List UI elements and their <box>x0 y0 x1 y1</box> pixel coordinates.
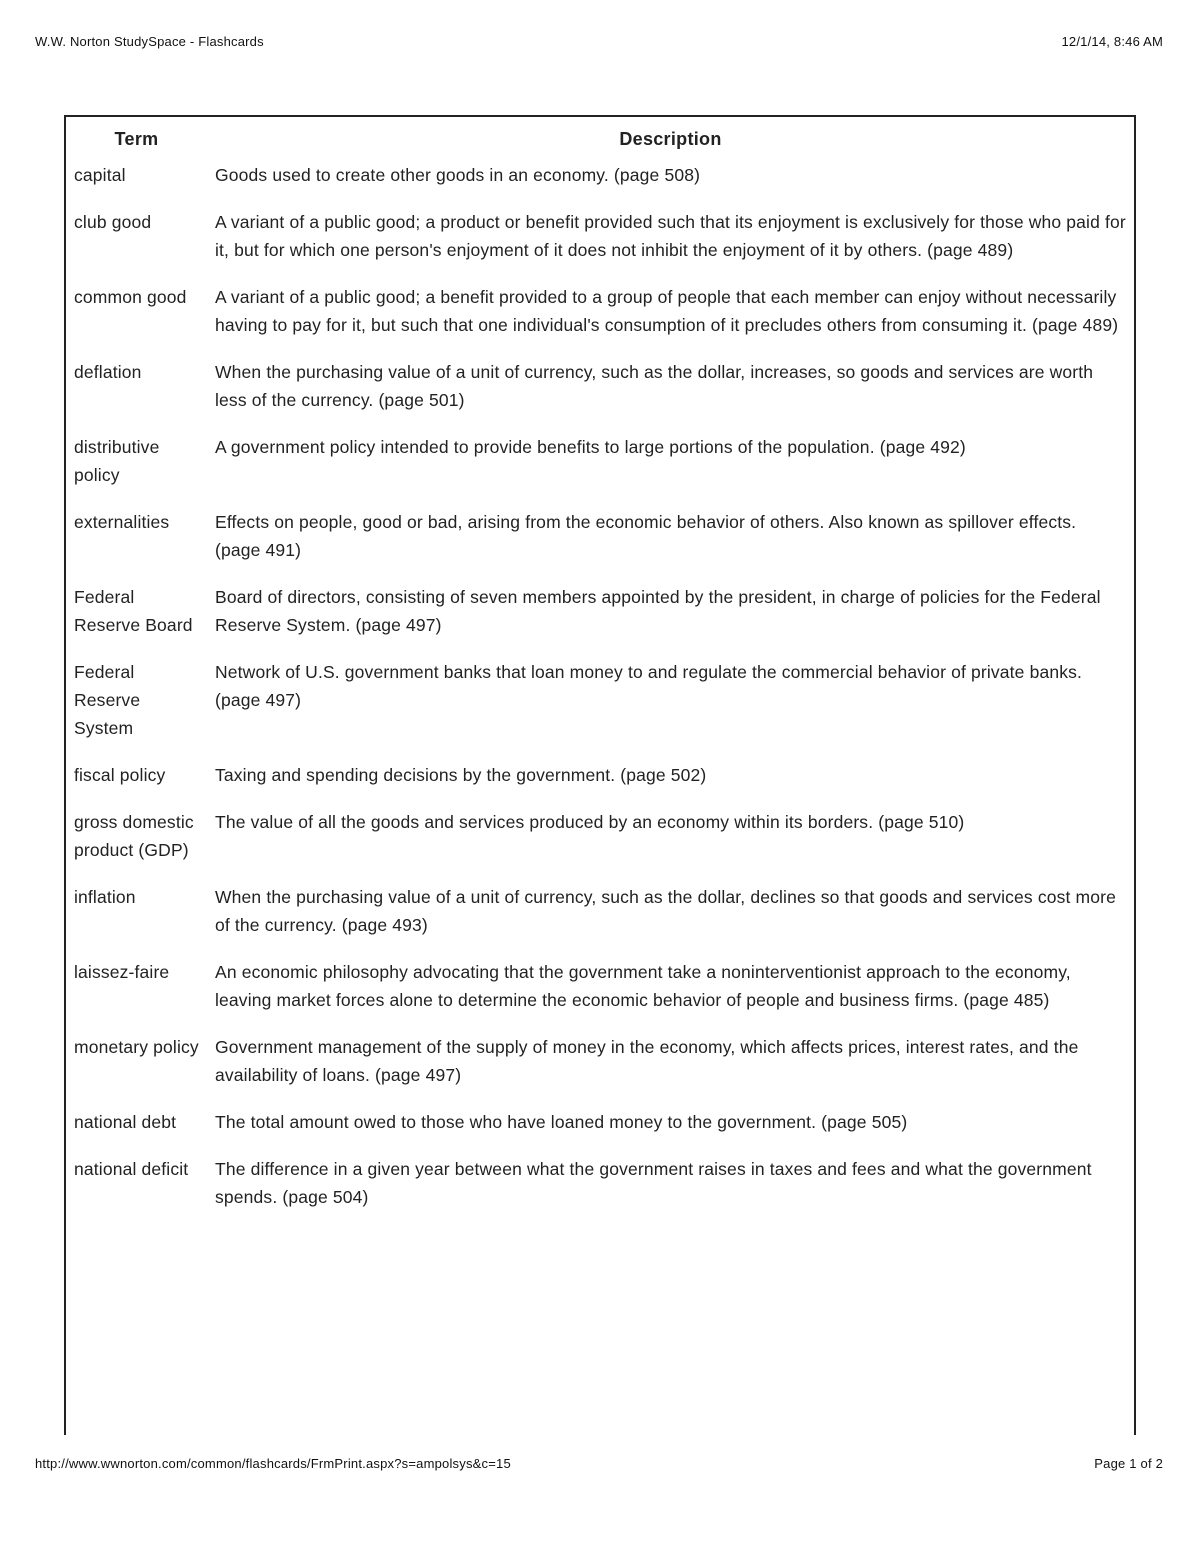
description-cell: A variant of a public good; a product or benefit provided such that its enjoyment is exclusively for those who paid for it, but for which one person's enjoyment of it does not inhibit the enjoyment of it by others. (page 489) <box>215 212 1126 260</box>
term-cell: Federal Reserve Board <box>74 587 193 635</box>
description-cell: Board of directors, consisting of seven members appointed by the president, in charge of policies for the Federal Reserve System. (page 497) <box>215 587 1101 635</box>
table-row <box>66 508 1134 583</box>
flashcard-table-frame <box>64 115 1136 1435</box>
description-cell: The total amount owed to those who have loaned money to the government. (page 505) <box>215 1112 908 1132</box>
page-url: http://www.wwnorton.com/common/flashcards/FrmPrint.aspx?s=ampolsys&c=15 <box>35 1456 511 1471</box>
description-cell: The difference in a given year between what the government raises in taxes and fees and what the government spends. (page 504) <box>215 1159 1092 1207</box>
print-footer <box>35 1456 1163 1471</box>
term-cell: capital <box>74 165 126 185</box>
description-cell: Taxing and spending decisions by the government. (page 502) <box>215 765 707 785</box>
term-cell: inflation <box>74 887 136 907</box>
page-number: Page 1 of 2 <box>1094 1456 1163 1471</box>
term-column-header: Term <box>114 129 159 149</box>
table-row <box>66 583 1134 658</box>
table-row <box>66 283 1134 358</box>
description-column-header: Description <box>619 129 722 149</box>
description-cell: The value of all the goods and services produced by an economy within its borders. (page 510) <box>215 812 965 832</box>
table-header-row <box>66 117 1134 161</box>
table-row <box>66 658 1134 761</box>
table-row <box>66 358 1134 433</box>
table-row <box>66 808 1134 883</box>
description-cell: Network of U.S. government banks that loan money to and regulate the commercial behavior of private banks. (page 497) <box>215 662 1083 710</box>
print-header <box>35 34 1163 49</box>
description-cell: An economic philosophy advocating that the government take a noninterventionist approach to the economy, leaving market forces alone to determine the economic behavior of people and business firms. (page 485) <box>215 962 1071 1010</box>
term-cell: gross domestic product (GDP) <box>74 812 194 860</box>
print-datetime: 12/1/14, 8:46 AM <box>1061 34 1163 49</box>
table-row <box>66 433 1134 508</box>
term-cell: deflation <box>74 362 142 382</box>
term-cell: Federal Reserve System <box>74 662 141 738</box>
term-cell: laissez-faire <box>74 962 170 982</box>
table-row <box>66 883 1134 958</box>
table-row <box>66 958 1134 1033</box>
description-cell: Goods used to create other goods in an economy. (page 508) <box>215 165 701 185</box>
table-row <box>66 761 1134 808</box>
term-cell: national deficit <box>74 1159 189 1179</box>
table-row <box>66 1108 1134 1155</box>
term-cell: externalities <box>74 512 170 532</box>
term-cell: monetary policy <box>74 1037 199 1057</box>
term-cell: national debt <box>74 1112 177 1132</box>
table-row <box>66 1155 1134 1230</box>
table-row <box>66 161 1134 208</box>
description-cell: Government management of the supply of money in the economy, which affects prices, interest rates, and the availability of loans. (page 497) <box>215 1037 1079 1085</box>
table-row <box>66 1033 1134 1108</box>
term-cell: fiscal policy <box>74 765 166 785</box>
term-cell: distributive policy <box>74 437 160 485</box>
term-cell: common good <box>74 287 187 307</box>
page-title: W.W. Norton StudySpace - Flashcards <box>35 34 264 49</box>
description-cell: A variant of a public good; a benefit provided to a group of people that each member can enjoy without necessarily having to pay for it, but such that one individual's consumption of it precludes others from consuming it. (page 489) <box>215 287 1119 335</box>
table-row <box>66 208 1134 283</box>
flashcard-table <box>66 117 1134 1230</box>
description-cell: When the purchasing value of a unit of currency, such as the dollar, declines so that goods and services cost more of the currency. (page 493) <box>215 887 1117 935</box>
description-cell: When the purchasing value of a unit of currency, such as the dollar, increases, so goods and services are worth less of the currency. (page 501) <box>215 362 1094 410</box>
description-cell: Effects on people, good or bad, arising from the economic behavior of others. Also known as spillover effects. (page 491) <box>215 512 1077 560</box>
term-cell: club good <box>74 212 152 232</box>
description-cell: A government policy intended to provide benefits to large portions of the population. (page 492) <box>215 437 966 457</box>
